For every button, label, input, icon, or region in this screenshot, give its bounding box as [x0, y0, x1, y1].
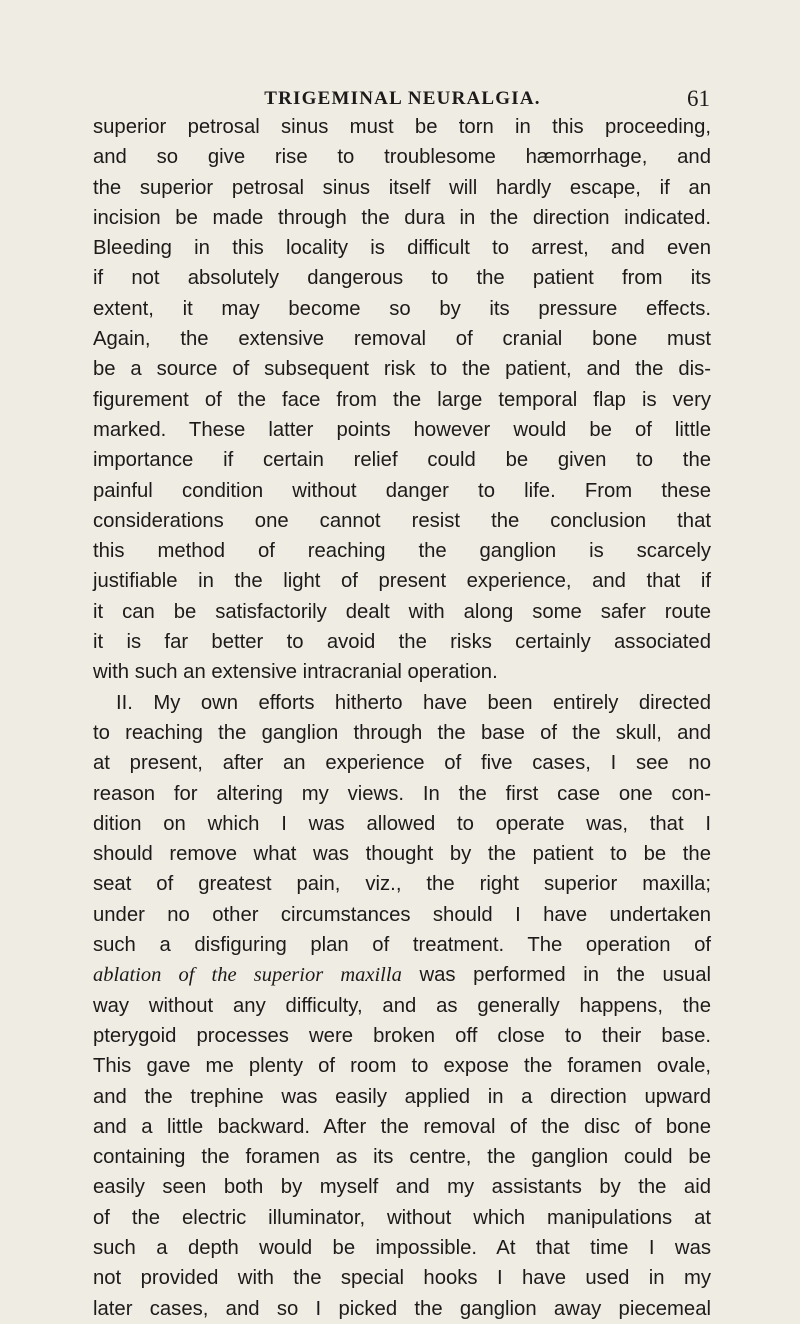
text-line: figurement of the face from the large temporal flap is very [93, 388, 711, 411]
text-line: marked. These latter points however would be of little [93, 418, 711, 441]
text-line: painful condition without danger to life. From these [93, 479, 711, 502]
text-line: under no other circumstances should I have undertaken [93, 903, 711, 926]
text-line: it can be satisfactorily dealt with along some safer route [93, 600, 711, 623]
text-line: if not absolutely dangerous to the patient from its [93, 267, 711, 290]
text-line: reason for altering my views. In the first case one con- [93, 782, 711, 805]
text-line: way without any difficulty, and as generally happens, the [93, 994, 711, 1017]
text-line: considerations one cannot resist the conclusion that [93, 509, 711, 532]
text-line: II. My own efforts hitherto have been entirely directed [116, 691, 711, 714]
text-line: extent, it may become so by its pressure effects. [93, 297, 711, 320]
text-line: and a little backward. After the removal of the disc of bone [93, 1115, 711, 1138]
text-line: Bleeding in this locality is difficult to arrest, and even [93, 237, 711, 260]
text-line: be a source of subsequent risk to the patient, and the dis- [93, 358, 711, 381]
page-number: 61 [687, 86, 710, 111]
text-line: should remove what was thought by the patient to be the [93, 843, 711, 866]
text-line-mixed [93, 960, 711, 990]
text-line: such a disfiguring plan of treatment. The operation of [93, 934, 711, 957]
text-line: incision be made through the dura in the direction indicated. [93, 206, 711, 229]
running-title: TRIGEMINAL NEURALGIA. [264, 88, 541, 109]
text-line: seat of greatest pain, viz., the right superior maxilla; [93, 873, 711, 896]
text-line: This gave me plenty of room to expose the foramen ovale, [93, 1055, 711, 1078]
text-line: Again, the extensive removal of cranial bone must [93, 328, 711, 351]
text-line: not provided with the special hooks I have used in my [93, 1267, 711, 1290]
text-line: it is far better to avoid the risks certainly associated [93, 631, 711, 654]
text-line: later cases, and so I picked the ganglion away piecemeal [93, 1297, 711, 1320]
text-line: the superior petrosal sinus itself will hardly escape, if an [93, 176, 711, 199]
text-line: of the electric illuminator, without which manipulations at [93, 1206, 711, 1229]
text-line: dition on which I was allowed to operate was, that I [93, 812, 711, 835]
text-line: easily seen both by myself and my assistants by the aid [93, 1176, 711, 1199]
text-line: with such an extensive intracranial operation. [93, 661, 498, 684]
text-line: this method of reaching the ganglion is scarcely [93, 540, 711, 563]
text-line: and so give rise to troublesome hæmorrhage, and [93, 146, 711, 169]
text-line: and the trephine was easily applied in a direction upward [93, 1085, 711, 1108]
text-line: such a depth would be impossible. At that time I was [93, 1236, 711, 1259]
text-run: was performed in the usual [401, 964, 712, 987]
text-line: justifiable in the light of present experience, and that if [93, 570, 711, 593]
body-text [93, 112, 711, 1324]
text-line: containing the foramen as its centre, the ganglion could be [93, 1146, 711, 1169]
text-line: at present, after an experience of five cases, I see no [93, 752, 711, 775]
text-line: to reaching the ganglion through the base of the skull, and [93, 721, 711, 744]
text-line: importance if certain relief could be given to the [93, 449, 711, 472]
italic-phrase: ablation of the superior maxilla [93, 964, 402, 987]
text-line: superior petrosal sinus must be torn in this proceeding, [93, 116, 711, 138]
text-line: pterygoid processes were broken off close to their base. [93, 1024, 711, 1047]
